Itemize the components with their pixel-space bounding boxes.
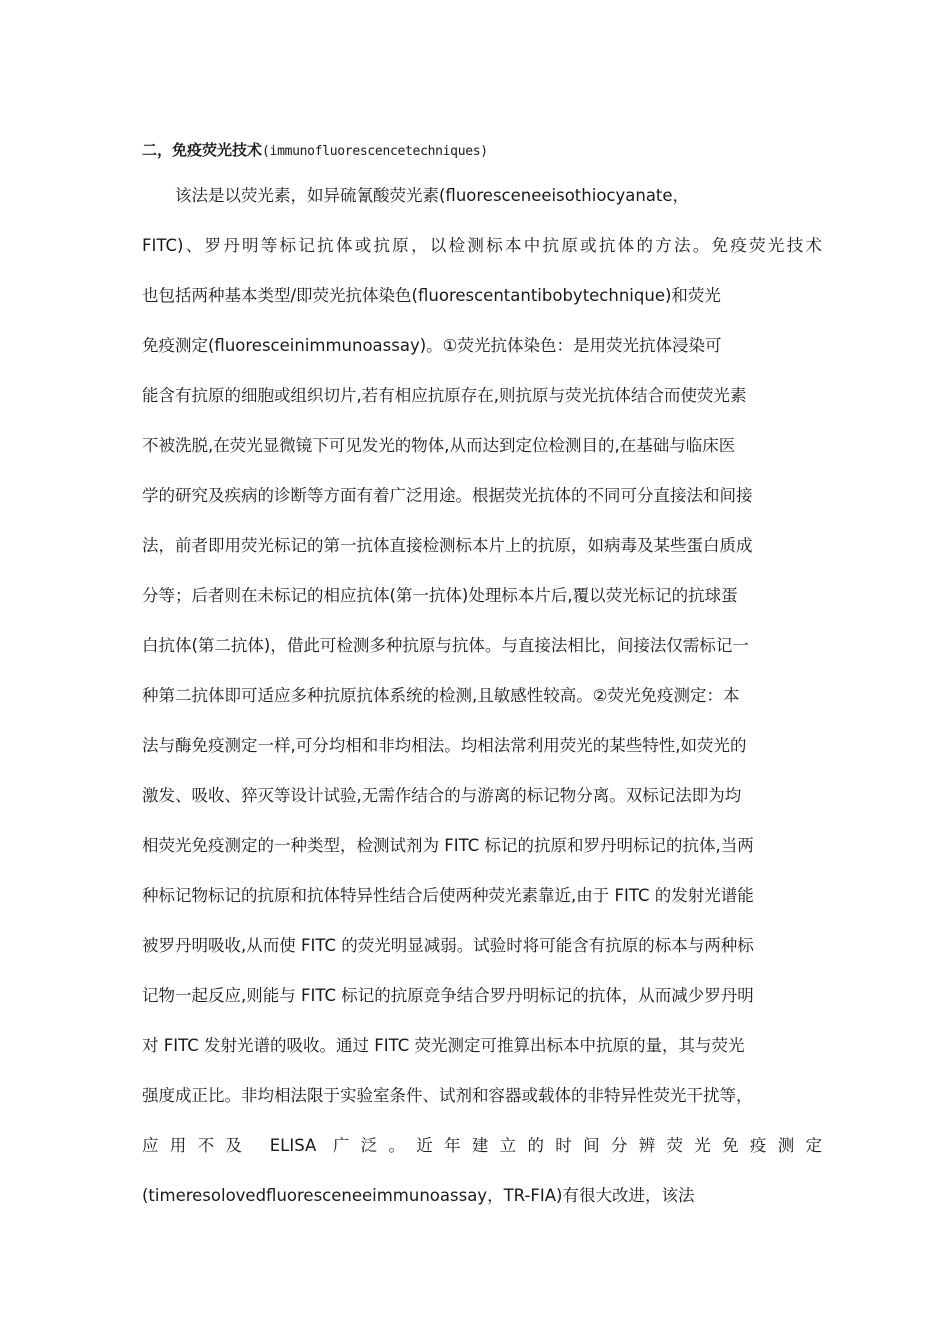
paragraph-line-19: 强度成正比。非均相法限于实验室条件、试剂和容器或载体的非特异性荧光干扰等， [142,1086,753,1105]
section-heading-english: (immunofluorescencetechniques) [262,144,488,159]
paragraph-line-7: 学的研究及疾病的诊断等方面有着广泛用途。根据荧光抗体的不同可分直接法和间接 [142,486,753,505]
paragraph-line-3: 也包括两种基本类型/即荧光抗体染色(fluorescentantibobytechnique)和荧光 [142,286,721,305]
paragraph-line-18: 对 FITC 发射光谱的吸收。通过 FITC 荧光测定可推算出标本中抗原的量，其与荧光 [142,1036,745,1055]
paragraph-line-13: 激发、吸收、猝灭等设计试验,无需作结合的与游离的标记物分离。双标记法即为均 [142,786,742,805]
paragraph-line-20: 应用不及 ELISA 广泛。近年建立的时间分辨荧光免疫测定 [142,1136,822,1155]
paragraph-line-1: 该法是以荧光素，如异硫氰酸荧光素(fluoresceneeisothiocyanate， [142,186,690,205]
paragraph-line-6: 不被洗脱,在荧光显微镜下可见发光的物体,从而达到定位检测目的,在基础与临床医 [142,436,736,455]
paragraph-line-5: 能含有抗原的细胞或组织切片,若有相应抗原存在,则抗原与荧光抗体结合而使荧光素 [142,386,747,405]
paragraph-line-2: FITC)、罗丹明等标记抗体或抗原，以检测标本中抗原或抗体的方法。免疫荧光技术 [142,236,822,255]
paragraph-line-17: 记物一起反应,则能与 FITC 标记的抗原竞争结合罗丹明标记的抗体，从而减少罗丹明 [142,986,754,1005]
paragraph-line-9: 分等；后者则在未标记的相应抗体(第一抗体)处理标本片后,覆以荧光标记的抗球蛋 [142,586,738,605]
paragraph-line-12: 法与酶免疫测定一样,可分均相和非均相法。均相法常利用荧光的某些特性,如荧光的 [142,736,747,755]
section-heading [142,138,822,162]
paragraph-line-4: 免疫测定(fluoresceinimmunoassay)。①荧光抗体染色：是用荧光抗体浸染可 [142,336,722,355]
paragraph-line-8: 法，前者即用荧光标记的第一抗体直接检测标本片上的抗原，如病毒及某些蛋白质成 [142,536,753,555]
paragraph-line-21: (timeresolovedfluoresceneeimmunoassay，TR-FIA)有很大改进，该法 [142,1186,695,1205]
section-heading-title: 二，免疫荧光技术 [142,141,263,159]
paragraph-line-14: 相荧光免疫测定的一种类型，检测试剂为 FITC 标记的抗原和罗丹明标记的抗体,当两 [142,836,754,855]
paragraph-line-10: 白抗体(第二抗体)，借此可检测多种抗原与抗体。与直接法相比，间接法仅需标记一 [142,636,749,655]
paragraph-line-15: 种标记物标记的抗原和抗体特异性结合后使两种荧光素靠近,由于 FITC 的发射光谱能 [142,886,754,905]
paragraph-line-11: 种第二抗体即可适应多种抗原抗体系统的检测,且敏感性较高。②荧光免疫测定：本 [142,686,740,705]
paragraph-line-16: 被罗丹明吸收,从而使 FITC 的荧光明显减弱。试验时将可能含有抗原的标本与两种标 [142,936,754,955]
